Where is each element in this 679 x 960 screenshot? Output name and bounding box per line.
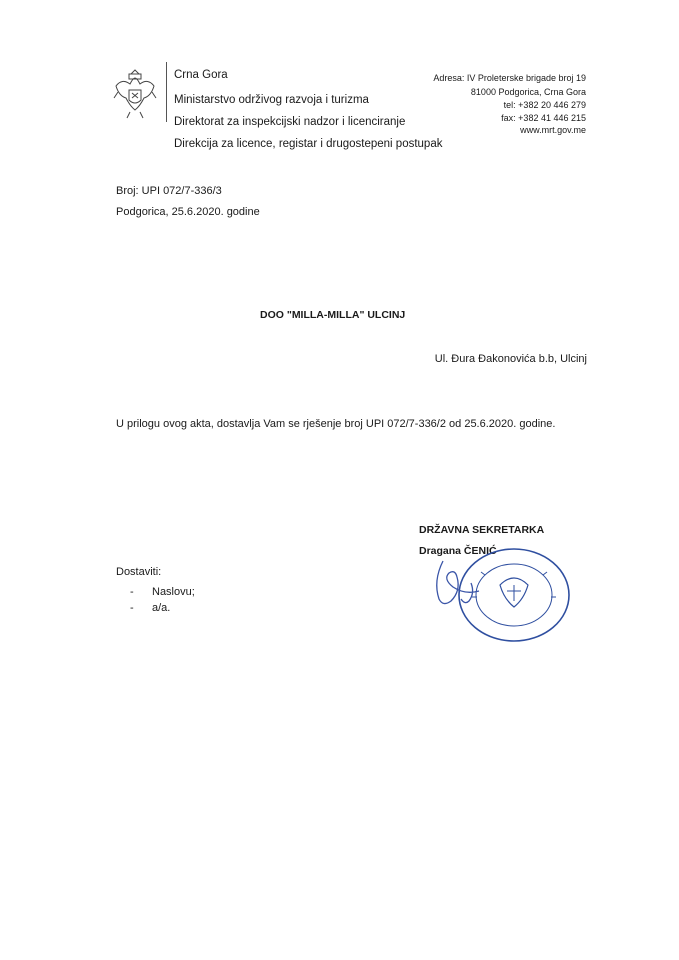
delivery-bullet-1: - bbox=[130, 586, 134, 598]
reference-number: Broj: UPI 072/7-336/3 bbox=[116, 185, 222, 197]
letter-body: U prilogu ovog akta, dostavlja Vam se rješenje broj UPI 072/7-336/2 od 25.6.2020. godine. bbox=[116, 418, 556, 430]
delivery-bullet-2: - bbox=[130, 602, 134, 614]
directorate-name: Direktorat za inspekcijski nadzor i licenciranje bbox=[174, 116, 406, 128]
signatory-name: Dragana ČENIĆ bbox=[419, 545, 497, 557]
coat-of-arms-icon bbox=[110, 66, 160, 122]
delivery-item-1: Naslovu; bbox=[152, 586, 195, 598]
address-fax: fax: +382 41 446 215 bbox=[501, 113, 586, 123]
ministry-name: Ministarstvo održivog razvoja i turizma bbox=[174, 94, 369, 106]
recipient-name: DOO "MILLA-MILLA" ULCINJ bbox=[260, 309, 406, 321]
delivery-label: Dostaviti: bbox=[116, 566, 162, 578]
place-date: Podgorica, 25.6.2020. godine bbox=[116, 206, 260, 218]
country-name: Crna Gora bbox=[174, 69, 228, 81]
directorate-subunit: Direkcija za licence, registar i drugostepeni postupak bbox=[174, 138, 443, 150]
delivery-item-2: a/a. bbox=[152, 602, 171, 614]
address-phone: tel: +382 20 446 279 bbox=[503, 100, 586, 110]
address-website: www.mrt.gov.me bbox=[520, 125, 586, 135]
handwritten-signature-icon bbox=[425, 553, 505, 613]
recipient-address: Ul. Đura Đakonovića b.b, Ulcinj bbox=[434, 353, 587, 365]
signatory-title: DRŽAVNA SEKRETARKA bbox=[419, 524, 545, 536]
address-street: Adresa: IV Proleterske brigade broj 19 bbox=[433, 73, 586, 83]
header-divider bbox=[166, 62, 167, 122]
address-city: 81000 Podgorica, Crna Gora bbox=[470, 87, 586, 97]
